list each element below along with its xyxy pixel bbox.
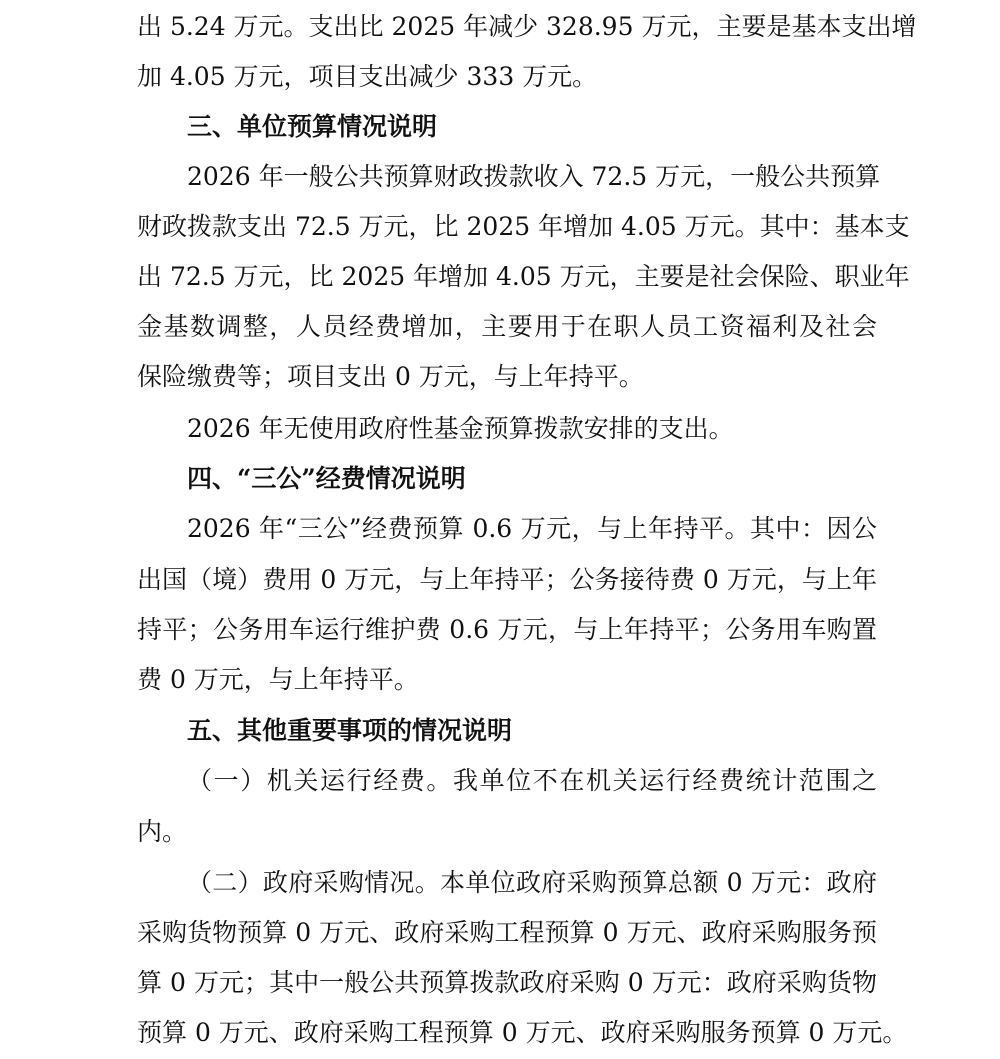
body-line: 财政拨款支出 72.5 万元，比 2025 年增加 4.05 万元。其中：基本支	[137, 212, 910, 241]
paragraph-first-line: 2026 年“三公”经费预算 0.6 万元，与上年持平。其中：因公	[187, 514, 877, 543]
body-line: 费 0 万元，与上年持平。	[137, 665, 419, 694]
body-line: 保险缴费等；项目支出 0 万元，与上年持平。	[137, 362, 644, 391]
body-line: 算 0 万元；其中一般公共预算拨款政府采购 0 万元：政府采购货物	[137, 968, 877, 997]
body-line: 出国（境）费用 0 万元，与上年持平；公务接待费 0 万元，与上年	[137, 565, 877, 594]
paragraph-first-line: 2026 年一般公共预算财政拨款收入 72.5 万元，一般公共预算	[187, 162, 881, 191]
body-line: 持平；公务用车运行维护费 0.6 万元，与上年持平；公务用车购置	[137, 615, 877, 644]
section-heading-4: 四、“三公”经费情况说明	[187, 464, 466, 493]
paragraph-first-line: （一）机关运行经费。我单位不在机关运行经费统计范围之	[187, 766, 877, 795]
paragraph-first-line: （二）政府采购情况。本单位政府采购预算总额 0 万元：政府	[187, 868, 877, 897]
paragraph-first-line: 2026 年无使用政府性基金预算拨款安排的支出。	[187, 414, 734, 443]
body-line: 预算 0 万元、政府采购工程预算 0 万元、政府采购服务预算 0 万元。	[137, 1018, 908, 1047]
body-line: 出 72.5 万元，比 2025 年增加 4.05 万元，主要是社会保险、职业年	[137, 262, 910, 291]
body-line: 采购货物预算 0 万元、政府采购工程预算 0 万元、政府采购服务预	[137, 918, 877, 947]
section-heading-5: 五、其他重要事项的情况说明	[187, 716, 513, 745]
section-heading-3: 三、单位预算情况说明	[187, 112, 438, 141]
body-line: 金基数调整，人员经费增加，主要用于在职人员工资福利及社会	[137, 312, 877, 341]
body-line: 出 5.24 万元。支出比 2025 年减少 328.95 万元，主要是基本支出增	[137, 12, 917, 41]
body-line: 内。	[137, 817, 188, 846]
body-line: 加 4.05 万元，项目支出减少 333 万元。	[137, 62, 598, 91]
